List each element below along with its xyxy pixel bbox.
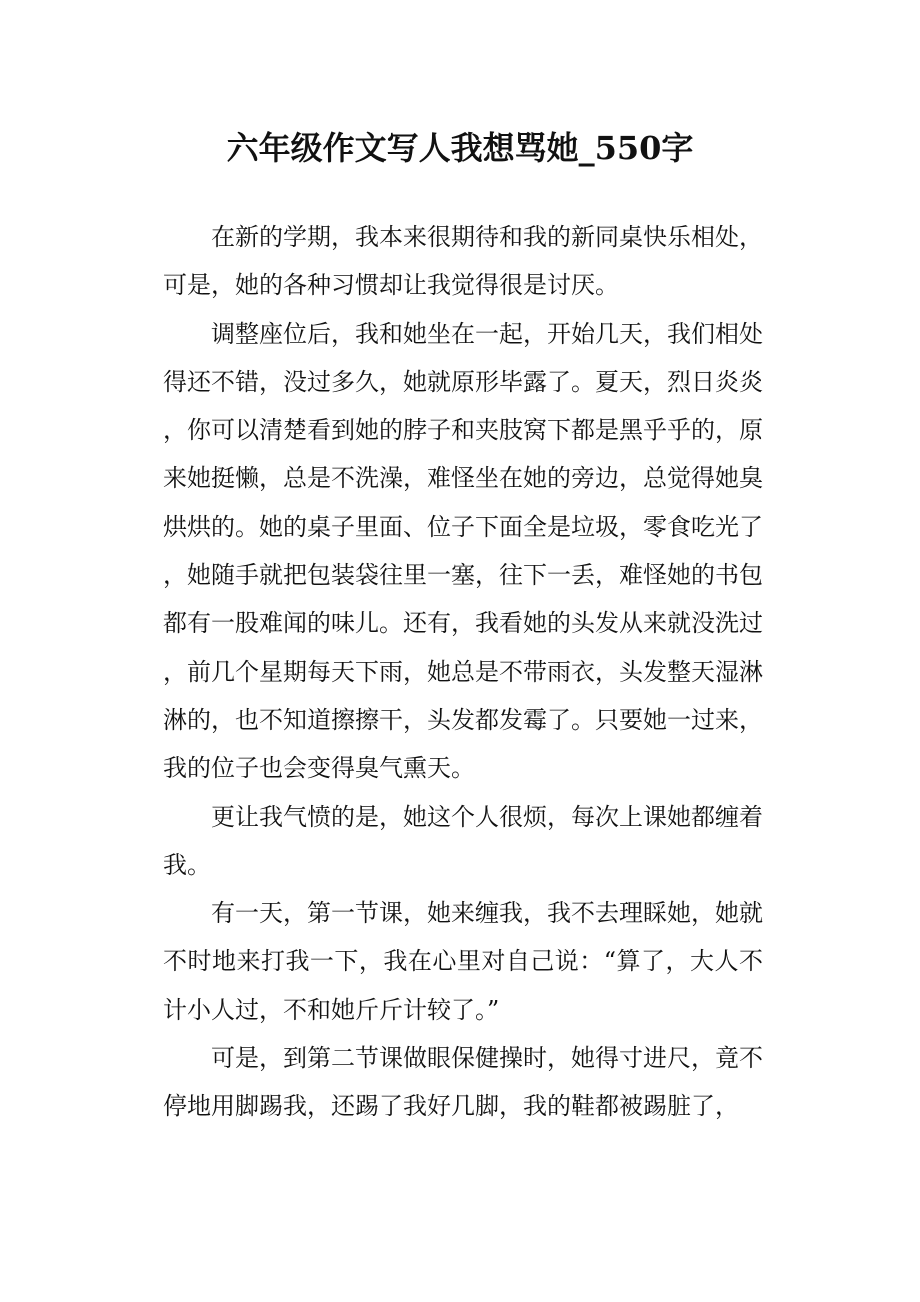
document-body [163, 213, 763, 1131]
paragraph: 在新的学期，我本来很期待和我的新同桌快乐相处，可是，她的各种习惯却让我觉得很是讨厌。 [163, 223, 763, 300]
paragraph: 可是，到第二节课做眼保健操时，她得寸进尺，竟不停地用脚踢我，还踢了我好几脚，我的鞋都被踢脏了， [163, 1044, 763, 1121]
paragraph: 更让我气愤的是，她这个人很烦，每次上课她都缠着我。 [163, 802, 763, 879]
paragraph: 调整座位后，我和她坐在一起，开始几天，我们相处得还不错，没过多久，她就原形毕露了。夏天，烈日炎炎，你可以清楚看到她的脖子和夹肢窝下都是黑乎乎的，原来她挺懒，总是不洗澡，难怪坐在她的旁边，总觉得她臭烘烘的。她的桌子里面、位子下面全是垃圾，零食吃光了，她随手就把包装袋往里一塞，往下一丢，难怪她的书包都有一股难闻的味儿。还有，我看她的头发从来就没洗过，前几个星期每天下雨，她总是不带雨衣，头发整天湿淋淋的，也不知道擦擦干，头发都发霉了。只要她一过来，我的位子也会变得臭气熏天。 [163, 319, 763, 783]
document-title: 六年级作文写人我想骂她_550字 [226, 129, 694, 167]
paragraph: 有一天，第一节课，她来缠我，我不去理睬她，她就不时地来打我一下，我在心里对自己说：“算了，大人不计小人过，不和她斤斤计较了。” [163, 899, 763, 1024]
